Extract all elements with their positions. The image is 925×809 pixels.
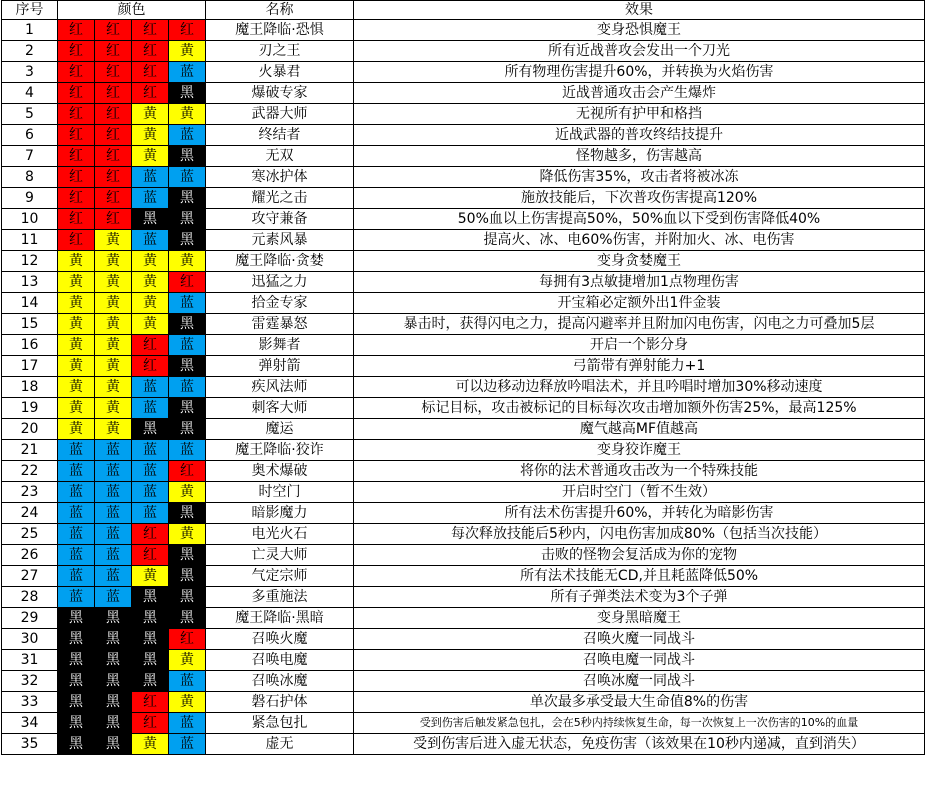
color-cell-blue: 蓝 xyxy=(169,125,206,146)
row-name: 电光火石 xyxy=(206,524,354,545)
color-cell-black: 黑 xyxy=(132,419,169,440)
row-name: 刺客大师 xyxy=(206,398,354,419)
row-index: 5 xyxy=(2,104,58,125)
row-effect: 所有物理伤害提升60%，并转换为火焰伤害 xyxy=(354,62,925,83)
color-cell-red: 红 xyxy=(169,20,206,41)
row-index: 19 xyxy=(2,398,58,419)
row-effect: 所有法术伤害提升60%，并转化为暗影伤害 xyxy=(354,503,925,524)
table-row xyxy=(2,20,925,41)
row-effect: 降低伤害35%，攻击者将被冰冻 xyxy=(354,167,925,188)
row-effect: 开启时空门（暂不生效） xyxy=(354,482,925,503)
color-cell-red: 红 xyxy=(95,104,132,125)
color-cell-red: 红 xyxy=(132,83,169,104)
row-name: 多重施法 xyxy=(206,587,354,608)
row-effect: 怪物越多，伤害越高 xyxy=(354,146,925,167)
color-cell-blue: 蓝 xyxy=(95,566,132,587)
color-cell-red: 红 xyxy=(58,104,95,125)
row-index: 12 xyxy=(2,251,58,272)
color-cell-yellow: 黄 xyxy=(95,398,132,419)
color-cell-yellow: 黄 xyxy=(95,419,132,440)
row-index: 6 xyxy=(2,125,58,146)
color-cell-blue: 蓝 xyxy=(132,188,169,209)
row-index: 30 xyxy=(2,629,58,650)
color-cell-blue: 蓝 xyxy=(58,566,95,587)
row-index: 18 xyxy=(2,377,58,398)
color-cell-red: 红 xyxy=(95,188,132,209)
color-cell-yellow: 黄 xyxy=(169,524,206,545)
row-effect: 可以边移动边释放吟唱法术，并且吟唱时增加30%移动速度 xyxy=(354,377,925,398)
color-cell-blue: 蓝 xyxy=(95,524,132,545)
color-cell-yellow: 黄 xyxy=(58,356,95,377)
row-name: 魔王降临·黑暗 xyxy=(206,608,354,629)
color-cell-blue: 蓝 xyxy=(95,545,132,566)
color-cell-black: 黑 xyxy=(169,503,206,524)
color-cell-blue: 蓝 xyxy=(132,461,169,482)
color-cell-red: 红 xyxy=(132,356,169,377)
row-index: 34 xyxy=(2,713,58,734)
color-cell-red: 红 xyxy=(58,41,95,62)
table-row xyxy=(2,440,925,461)
row-index: 17 xyxy=(2,356,58,377)
row-index: 3 xyxy=(2,62,58,83)
table-row xyxy=(2,293,925,314)
color-cell-black: 黑 xyxy=(169,146,206,167)
table-row xyxy=(2,41,925,62)
color-cell-yellow: 黄 xyxy=(132,566,169,587)
color-cell-black: 黑 xyxy=(169,188,206,209)
row-name: 紧急包扎 xyxy=(206,713,354,734)
table-row xyxy=(2,734,925,755)
color-cell-yellow: 黄 xyxy=(169,104,206,125)
color-cell-yellow: 黄 xyxy=(95,335,132,356)
color-cell-black: 黑 xyxy=(169,608,206,629)
table-row xyxy=(2,209,925,230)
color-cell-yellow: 黄 xyxy=(58,314,95,335)
color-cell-black: 黑 xyxy=(58,734,95,755)
row-name: 虚无 xyxy=(206,734,354,755)
color-cell-blue: 蓝 xyxy=(169,293,206,314)
row-name: 武器大师 xyxy=(206,104,354,125)
row-name: 刃之王 xyxy=(206,41,354,62)
color-cell-yellow: 黄 xyxy=(95,251,132,272)
row-effect: 开启一个影分身 xyxy=(354,335,925,356)
row-index: 21 xyxy=(2,440,58,461)
color-cell-yellow: 黄 xyxy=(95,230,132,251)
color-cell-black: 黑 xyxy=(169,545,206,566)
table-row xyxy=(2,587,925,608)
row-name: 奥术爆破 xyxy=(206,461,354,482)
color-cell-red: 红 xyxy=(58,62,95,83)
color-cell-black: 黑 xyxy=(132,671,169,692)
color-cell-black: 黑 xyxy=(169,398,206,419)
color-cell-blue: 蓝 xyxy=(169,62,206,83)
row-effect: 所有子弹类法术变为3个子弹 xyxy=(354,587,925,608)
table-row xyxy=(2,650,925,671)
row-effect: 召唤电魔一同战斗 xyxy=(354,650,925,671)
color-cell-yellow: 黄 xyxy=(132,734,169,755)
table-row xyxy=(2,188,925,209)
color-cell-black: 黑 xyxy=(95,650,132,671)
header-colors: 颜色 xyxy=(58,1,206,20)
color-cell-blue: 蓝 xyxy=(95,440,132,461)
color-cell-blue: 蓝 xyxy=(58,440,95,461)
row-name: 魔王降临·恐惧 xyxy=(206,20,354,41)
row-index: 1 xyxy=(2,20,58,41)
color-cell-yellow: 黄 xyxy=(132,125,169,146)
row-name: 弹射箭 xyxy=(206,356,354,377)
color-cell-yellow: 黄 xyxy=(132,314,169,335)
row-effect: 受到伤害后进入虚无状态，免疫伤害（该效果在10秒内递减，直到消失） xyxy=(354,734,925,755)
table-row xyxy=(2,566,925,587)
color-cell-blue: 蓝 xyxy=(132,230,169,251)
color-cell-black: 黑 xyxy=(169,230,206,251)
color-cell-black: 黑 xyxy=(95,629,132,650)
row-effect: 无视所有护甲和格挡 xyxy=(354,104,925,125)
color-cell-red: 红 xyxy=(132,41,169,62)
table-row xyxy=(2,671,925,692)
row-effect: 变身黑暗魔王 xyxy=(354,608,925,629)
color-cell-blue: 蓝 xyxy=(169,734,206,755)
color-cell-black: 黑 xyxy=(132,587,169,608)
row-index: 2 xyxy=(2,41,58,62)
color-cell-black: 黑 xyxy=(132,608,169,629)
color-cell-black: 黑 xyxy=(95,692,132,713)
row-index: 11 xyxy=(2,230,58,251)
color-cell-black: 黑 xyxy=(58,713,95,734)
color-cell-yellow: 黄 xyxy=(169,692,206,713)
color-cell-red: 红 xyxy=(169,272,206,293)
row-index: 33 xyxy=(2,692,58,713)
table-row xyxy=(2,419,925,440)
row-effect: 变身贪婪魔王 xyxy=(354,251,925,272)
color-cell-black: 黑 xyxy=(95,734,132,755)
row-index: 16 xyxy=(2,335,58,356)
row-effect: 弓箭带有弹射能力+1 xyxy=(354,356,925,377)
color-cell-blue: 蓝 xyxy=(58,587,95,608)
color-cell-red: 红 xyxy=(132,62,169,83)
color-cell-yellow: 黄 xyxy=(169,251,206,272)
row-effect: 所有法术技能无CD,并且耗蓝降低50% xyxy=(354,566,925,587)
table-row xyxy=(2,503,925,524)
row-index: 31 xyxy=(2,650,58,671)
color-cell-blue: 蓝 xyxy=(132,167,169,188)
row-effect: 所有近战普攻会发出一个刀光 xyxy=(354,41,925,62)
color-cell-red: 红 xyxy=(58,20,95,41)
color-cell-blue: 蓝 xyxy=(132,398,169,419)
row-effect: 变身恐惧魔王 xyxy=(354,20,925,41)
row-effect: 开宝箱必定额外出1件金装 xyxy=(354,293,925,314)
color-cell-black: 黑 xyxy=(132,650,169,671)
color-cell-yellow: 黄 xyxy=(95,377,132,398)
color-cell-black: 黑 xyxy=(169,209,206,230)
color-cell-red: 红 xyxy=(132,335,169,356)
color-cell-red: 红 xyxy=(95,167,132,188)
row-name: 拾金专家 xyxy=(206,293,354,314)
color-cell-yellow: 黄 xyxy=(95,314,132,335)
table-row xyxy=(2,83,925,104)
table-row xyxy=(2,146,925,167)
color-cell-black: 黑 xyxy=(169,314,206,335)
table-row xyxy=(2,62,925,83)
table-row xyxy=(2,104,925,125)
color-cell-yellow: 黄 xyxy=(132,146,169,167)
table-row xyxy=(2,272,925,293)
row-effect: 每拥有3点敏捷增加1点物理伤害 xyxy=(354,272,925,293)
row-name: 雷霆暴怒 xyxy=(206,314,354,335)
row-name: 终结者 xyxy=(206,125,354,146)
color-cell-black: 黑 xyxy=(169,566,206,587)
table-row xyxy=(2,482,925,503)
color-cell-red: 红 xyxy=(95,62,132,83)
row-index: 7 xyxy=(2,146,58,167)
row-index: 27 xyxy=(2,566,58,587)
color-cell-red: 红 xyxy=(58,188,95,209)
color-cell-red: 红 xyxy=(58,230,95,251)
color-cell-red: 红 xyxy=(58,209,95,230)
row-name: 攻守兼备 xyxy=(206,209,354,230)
color-cell-yellow: 黄 xyxy=(58,398,95,419)
row-effect: 魔气越高MF值越高 xyxy=(354,419,925,440)
row-index: 25 xyxy=(2,524,58,545)
color-cell-yellow: 黄 xyxy=(58,251,95,272)
table-row xyxy=(2,398,925,419)
color-cell-red: 红 xyxy=(132,713,169,734)
color-cell-blue: 蓝 xyxy=(132,377,169,398)
row-name: 暗影魔力 xyxy=(206,503,354,524)
row-index: 29 xyxy=(2,608,58,629)
row-name: 魔运 xyxy=(206,419,354,440)
table-row xyxy=(2,377,925,398)
color-cell-red: 红 xyxy=(95,146,132,167)
row-name: 火暴君 xyxy=(206,62,354,83)
row-name: 爆破专家 xyxy=(206,83,354,104)
color-cell-blue: 蓝 xyxy=(58,524,95,545)
row-index: 32 xyxy=(2,671,58,692)
color-cell-blue: 蓝 xyxy=(169,713,206,734)
table-body xyxy=(2,20,925,755)
table-row xyxy=(2,629,925,650)
color-cell-yellow: 黄 xyxy=(132,272,169,293)
table-row xyxy=(2,608,925,629)
rune-combination-table xyxy=(1,0,925,755)
row-index: 26 xyxy=(2,545,58,566)
row-index: 13 xyxy=(2,272,58,293)
color-cell-red: 红 xyxy=(58,83,95,104)
color-cell-red: 红 xyxy=(169,461,206,482)
color-cell-red: 红 xyxy=(132,545,169,566)
color-cell-red: 红 xyxy=(58,146,95,167)
color-cell-red: 红 xyxy=(95,41,132,62)
row-name: 疾风法师 xyxy=(206,377,354,398)
row-name: 气定宗师 xyxy=(206,566,354,587)
color-cell-black: 黑 xyxy=(132,629,169,650)
table-row xyxy=(2,314,925,335)
color-cell-black: 黑 xyxy=(95,608,132,629)
row-name: 迅猛之力 xyxy=(206,272,354,293)
color-cell-blue: 蓝 xyxy=(58,482,95,503)
color-cell-black: 黑 xyxy=(58,692,95,713)
row-name: 磐石护体 xyxy=(206,692,354,713)
color-cell-blue: 蓝 xyxy=(132,503,169,524)
row-name: 魔王降临·狡诈 xyxy=(206,440,354,461)
color-cell-red: 红 xyxy=(169,629,206,650)
row-effect: 暴击时，获得闪电之力，提高闪避率并且附加闪电伤害，闪电之力可叠加5层 xyxy=(354,314,925,335)
row-name: 时空门 xyxy=(206,482,354,503)
color-cell-red: 红 xyxy=(95,209,132,230)
color-cell-yellow: 黄 xyxy=(169,650,206,671)
color-cell-yellow: 黄 xyxy=(132,293,169,314)
color-cell-blue: 蓝 xyxy=(95,461,132,482)
color-cell-red: 红 xyxy=(95,83,132,104)
table-row xyxy=(2,167,925,188)
table-row xyxy=(2,251,925,272)
row-index: 28 xyxy=(2,587,58,608)
color-cell-black: 黑 xyxy=(169,356,206,377)
color-cell-blue: 蓝 xyxy=(95,482,132,503)
color-cell-red: 红 xyxy=(95,20,132,41)
table-row xyxy=(2,125,925,146)
header-name: 名称 xyxy=(206,1,354,20)
header-row xyxy=(2,1,925,20)
color-cell-blue: 蓝 xyxy=(132,482,169,503)
color-cell-red: 红 xyxy=(58,125,95,146)
row-name: 寒冰护体 xyxy=(206,167,354,188)
color-cell-red: 红 xyxy=(95,125,132,146)
row-index: 9 xyxy=(2,188,58,209)
color-cell-black: 黑 xyxy=(95,713,132,734)
color-cell-black: 黑 xyxy=(169,83,206,104)
row-name: 影舞者 xyxy=(206,335,354,356)
color-cell-red: 红 xyxy=(132,524,169,545)
row-effect: 单次最多承受最大生命值8%的伤害 xyxy=(354,692,925,713)
color-cell-red: 红 xyxy=(132,692,169,713)
color-cell-yellow: 黄 xyxy=(58,377,95,398)
row-name: 魔王降临·贪婪 xyxy=(206,251,354,272)
header-index: 序号 xyxy=(2,1,58,20)
color-cell-blue: 蓝 xyxy=(58,545,95,566)
row-effect: 50%血以上伤害提高50%，50%血以下受到伤害降低40% xyxy=(354,209,925,230)
row-index: 10 xyxy=(2,209,58,230)
table-row xyxy=(2,692,925,713)
color-cell-blue: 蓝 xyxy=(169,377,206,398)
row-effect: 召唤火魔一同战斗 xyxy=(354,629,925,650)
row-effect: 变身狡诈魔王 xyxy=(354,440,925,461)
row-index: 23 xyxy=(2,482,58,503)
row-effect: 提高火、冰、电60%伤害，并附加火、冰、电伤害 xyxy=(354,230,925,251)
color-cell-black: 黑 xyxy=(169,587,206,608)
color-cell-black: 黑 xyxy=(58,629,95,650)
table-row xyxy=(2,356,925,377)
color-cell-blue: 蓝 xyxy=(58,503,95,524)
table-row xyxy=(2,713,925,734)
color-cell-yellow: 黄 xyxy=(58,272,95,293)
table-row xyxy=(2,524,925,545)
row-effect: 击败的怪物会复活成为你的宠物 xyxy=(354,545,925,566)
row-effect: 施放技能后，下次普攻伤害提高120% xyxy=(354,188,925,209)
color-cell-red: 红 xyxy=(58,167,95,188)
row-index: 22 xyxy=(2,461,58,482)
color-cell-blue: 蓝 xyxy=(58,461,95,482)
color-cell-black: 黑 xyxy=(132,209,169,230)
color-cell-yellow: 黄 xyxy=(95,356,132,377)
row-name: 元素风暴 xyxy=(206,230,354,251)
row-index: 4 xyxy=(2,83,58,104)
color-cell-blue: 蓝 xyxy=(95,503,132,524)
color-cell-yellow: 黄 xyxy=(58,419,95,440)
table-row xyxy=(2,545,925,566)
header-effect: 效果 xyxy=(354,1,925,20)
row-effect: 近战武器的普攻终结技提升 xyxy=(354,125,925,146)
color-cell-black: 黑 xyxy=(95,671,132,692)
row-index: 24 xyxy=(2,503,58,524)
color-cell-yellow: 黄 xyxy=(95,272,132,293)
color-cell-red: 红 xyxy=(132,20,169,41)
row-name: 无双 xyxy=(206,146,354,167)
color-cell-black: 黑 xyxy=(169,419,206,440)
color-cell-black: 黑 xyxy=(58,608,95,629)
color-cell-black: 黑 xyxy=(58,671,95,692)
row-index: 20 xyxy=(2,419,58,440)
row-effect: 每次释放技能后5秒内，闪电伤害加成80%（包括当次技能） xyxy=(354,524,925,545)
row-effect: 近战普通攻击会产生爆炸 xyxy=(354,83,925,104)
color-cell-yellow: 黄 xyxy=(169,482,206,503)
row-index: 8 xyxy=(2,167,58,188)
row-name: 亡灵大师 xyxy=(206,545,354,566)
row-effect: 将你的法术普通攻击改为一个特殊技能 xyxy=(354,461,925,482)
row-name: 耀光之击 xyxy=(206,188,354,209)
row-index: 35 xyxy=(2,734,58,755)
row-index: 15 xyxy=(2,314,58,335)
color-cell-blue: 蓝 xyxy=(169,167,206,188)
row-name: 召唤火魔 xyxy=(206,629,354,650)
color-cell-black: 黑 xyxy=(58,650,95,671)
color-cell-yellow: 黄 xyxy=(95,293,132,314)
color-cell-blue: 蓝 xyxy=(132,440,169,461)
color-cell-yellow: 黄 xyxy=(132,104,169,125)
table-row xyxy=(2,335,925,356)
color-cell-yellow: 黄 xyxy=(58,293,95,314)
color-cell-blue: 蓝 xyxy=(169,440,206,461)
table-row xyxy=(2,461,925,482)
color-cell-yellow: 黄 xyxy=(169,41,206,62)
color-cell-yellow: 黄 xyxy=(58,335,95,356)
row-name: 召唤冰魔 xyxy=(206,671,354,692)
row-index: 14 xyxy=(2,293,58,314)
color-cell-yellow: 黄 xyxy=(132,251,169,272)
table-row xyxy=(2,230,925,251)
color-cell-blue: 蓝 xyxy=(169,671,206,692)
row-name: 召唤电魔 xyxy=(206,650,354,671)
row-effect: 召唤冰魔一同战斗 xyxy=(354,671,925,692)
color-cell-blue: 蓝 xyxy=(95,587,132,608)
row-effect: 标记目标，攻击被标记的目标每次攻击增加额外伤害25%，最高125% xyxy=(354,398,925,419)
row-effect: 受到伤害后触发紧急包扎，会在5秒内持续恢复生命，每一次恢复上一次伤害的10%的血量 xyxy=(354,713,925,734)
color-cell-blue: 蓝 xyxy=(169,335,206,356)
